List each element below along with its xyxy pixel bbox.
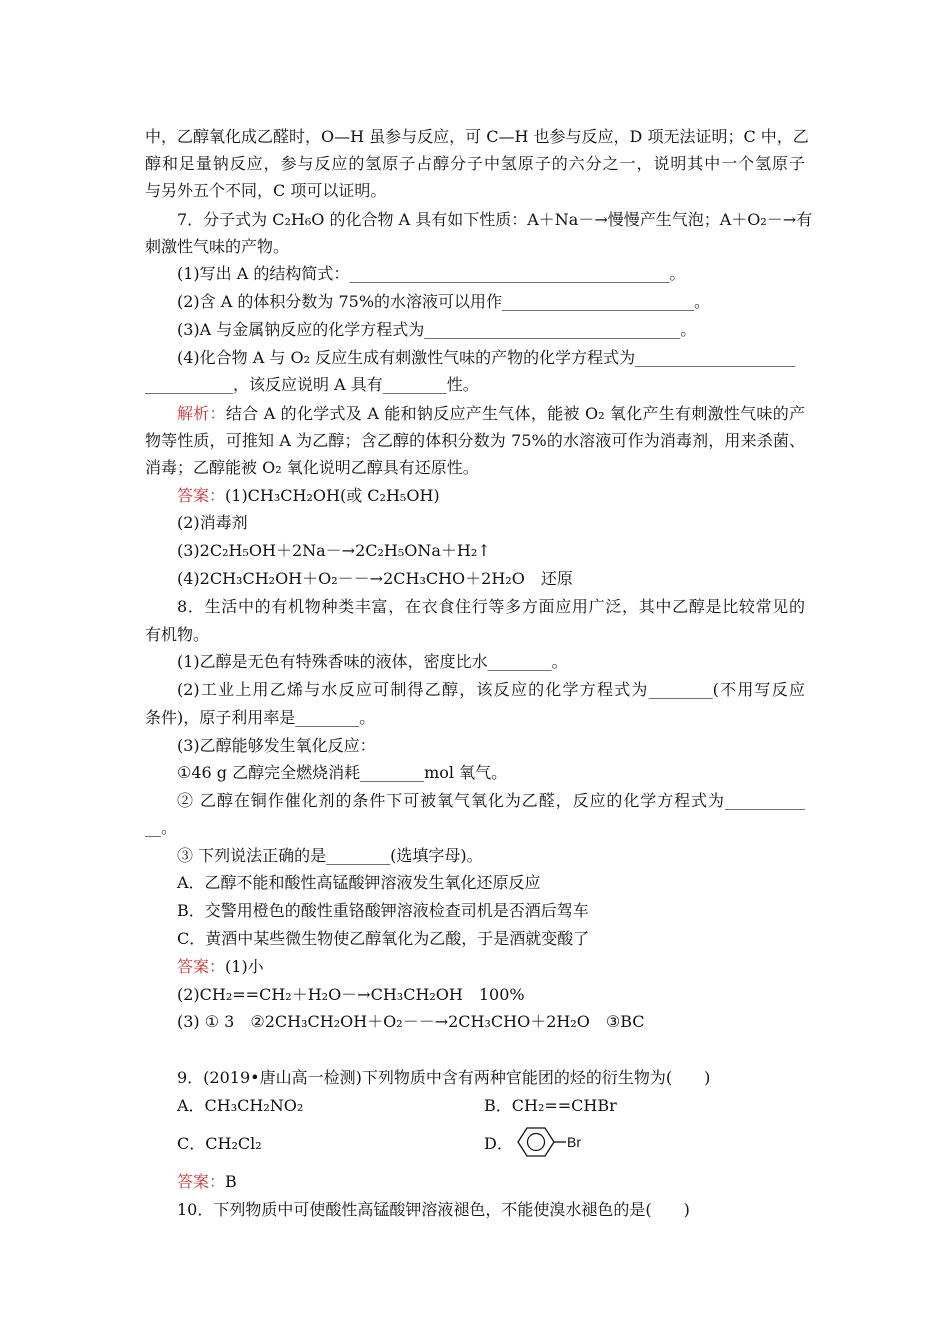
q9-stem: 9．(2019•唐山高一检测)下列物质中含有两种官能团的烃的衍生物为( ) bbox=[177, 1068, 711, 1087]
q8-answer-3: (3) ① 3 ②2CH₃CH₂OH＋O₂－－→2CH₃CHO＋2H₂O ③BC bbox=[177, 1012, 645, 1031]
q7-stem-line-2: 刺激性气味的产物。 bbox=[145, 237, 290, 256]
q7-answer-3: (3)2C₂H₅OH＋2Na－→2C₂H₅ONa＋H₂↑ bbox=[177, 541, 491, 560]
q7-answer-2: (2)消毒剂 bbox=[177, 513, 248, 532]
q8-answer-1: (1)小 bbox=[225, 957, 264, 976]
q7-answer-line-1 bbox=[177, 486, 440, 506]
q8-option-a: A．乙醇不能和酸性高锰酸钾溶液发生氧化还原反应 bbox=[177, 873, 541, 892]
q9-answer: B bbox=[225, 1172, 237, 1191]
q9-option-c: C．CH₂Cl₂ bbox=[177, 1134, 262, 1153]
q7-analysis-line-3: 消毒；乙醇能被 O₂ 氧化说明乙醇具有还原性。 bbox=[145, 458, 479, 477]
q7-answer-4: (4)2CH₃CH₂OH＋O₂－－→2CH₃CHO＋2H₂O 还原 bbox=[177, 569, 573, 588]
q8-part-3-2-cont: __。 bbox=[145, 818, 178, 837]
q8-part-3-1: ①46 g 乙醇完全燃烧消耗________mol 氧气。 bbox=[177, 763, 508, 782]
q7-stem-line-1: 7．分子式为 C₂H₆O 的化合物 A 具有如下性质：A＋Na－→慢慢产生气泡；A＋O₂－→有 bbox=[177, 210, 813, 229]
answer-label: 答案： bbox=[177, 486, 226, 505]
intro-line-1: 中，乙醇氧化成乙醛时，O—H 虽参与反应，可 C—H 也参与反应，D 项无法证明；C 中，乙 bbox=[145, 127, 809, 146]
answer-label: 答案： bbox=[177, 957, 226, 976]
q9-option-a: A．CH₃CH₂NO₂ bbox=[177, 1096, 304, 1115]
q9-option-b: B．CH₂==CHBr bbox=[484, 1096, 617, 1115]
q8-option-c: C．黄酒中某些微生物使乙醇氧化为乙酸，于是酒就变酸了 bbox=[177, 929, 590, 948]
q8-stem-line-2: 有机物。 bbox=[145, 625, 210, 644]
q8-part-3-3: ③ 下列说法正确的是________(选填字母)。 bbox=[177, 846, 483, 865]
q9-option-d: D． bbox=[484, 1134, 513, 1153]
q7-analysis-line-2: 物等性质，可推知 A 为乙醇；含乙醇的体积分数为 75%的水溶液可作为消毒剂，用来杀菌、 bbox=[145, 431, 805, 450]
q8-part-2-cont: 条件)，原子利用率是________。 bbox=[145, 708, 376, 727]
q8-part-3: (3)乙醇能够发生氧化反应： bbox=[177, 736, 376, 755]
q7-part-2: (2)含 A 的体积分数为 75%的水溶液可以用作________________________。 bbox=[177, 292, 711, 311]
q8-answer-line-1 bbox=[177, 957, 264, 977]
answer-label: 答案： bbox=[177, 1172, 226, 1191]
q8-option-b: B．交警用橙色的酸性重铬酸钾溶液检查司机是否酒后驾车 bbox=[177, 901, 589, 920]
q10-stem: 10．下列物质中可使酸性高锰酸钾溶液褪色，不能使溴水褪色的是( ) bbox=[177, 1200, 690, 1219]
bromobenzene-structure bbox=[509, 1125, 589, 1161]
q7-analysis-text-1: 结合 A 的化学式及 A 能和钠反应产生气体，能被 O₂ 氧化产生有刺激性气味的产 bbox=[225, 404, 805, 423]
q8-part-1: (1)乙醇是无色有特殊香味的液体，密度比水________。 bbox=[177, 652, 568, 671]
bromine-label: Br bbox=[567, 1134, 581, 1150]
q7-answer-1: (1)CH₃CH₂OH(或 C₂H₅OH) bbox=[225, 486, 440, 505]
q9-answer-line bbox=[177, 1172, 237, 1192]
q7-part-3: (3)A 与金属钠反应的化学方程式为________________________________。 bbox=[177, 320, 697, 339]
q8-stem-line-1: 8．生活中的有机物种类丰富，在衣食住行等多方面应用广泛，其中乙醇是比较常见的 bbox=[177, 597, 805, 616]
q7-part-4-cont: ___________，该反应说明 A 具有________性。 bbox=[145, 375, 479, 394]
q7-part-4: (4)化合物 A 与 O₂ 反应生成有刺激性气味的产物的化学方程式为____________________ bbox=[177, 348, 796, 367]
q7-analysis-line-1 bbox=[177, 404, 805, 424]
q8-part-3-2: ② 乙醇在铜作催化剂的条件下可被氧气氧化为乙醛，反应的化学方程式为__________ bbox=[177, 791, 805, 810]
analysis-label: 解析： bbox=[177, 404, 226, 423]
q8-part-2: (2)工业上用乙烯与水反应可制得乙醇，该反应的化学方程式为________(不用写反应 bbox=[177, 680, 805, 699]
aromatic-circle bbox=[528, 1134, 545, 1151]
intro-line-3: 与另外五个不同，C 项可以证明。 bbox=[145, 181, 387, 200]
intro-line-2: 醇和足量钠反应，参与反应的氢原子占醇分子中氢原子的六分之一，说明其中一个氢原子 bbox=[145, 154, 805, 173]
q7-part-1: (1)写出 A 的结构简式：________________________________________。 bbox=[177, 264, 686, 283]
benzene-ring bbox=[518, 1128, 554, 1156]
q8-answer-2: (2)CH₂==CH₂＋H₂O－→CH₃CH₂OH 100% bbox=[177, 985, 525, 1004]
